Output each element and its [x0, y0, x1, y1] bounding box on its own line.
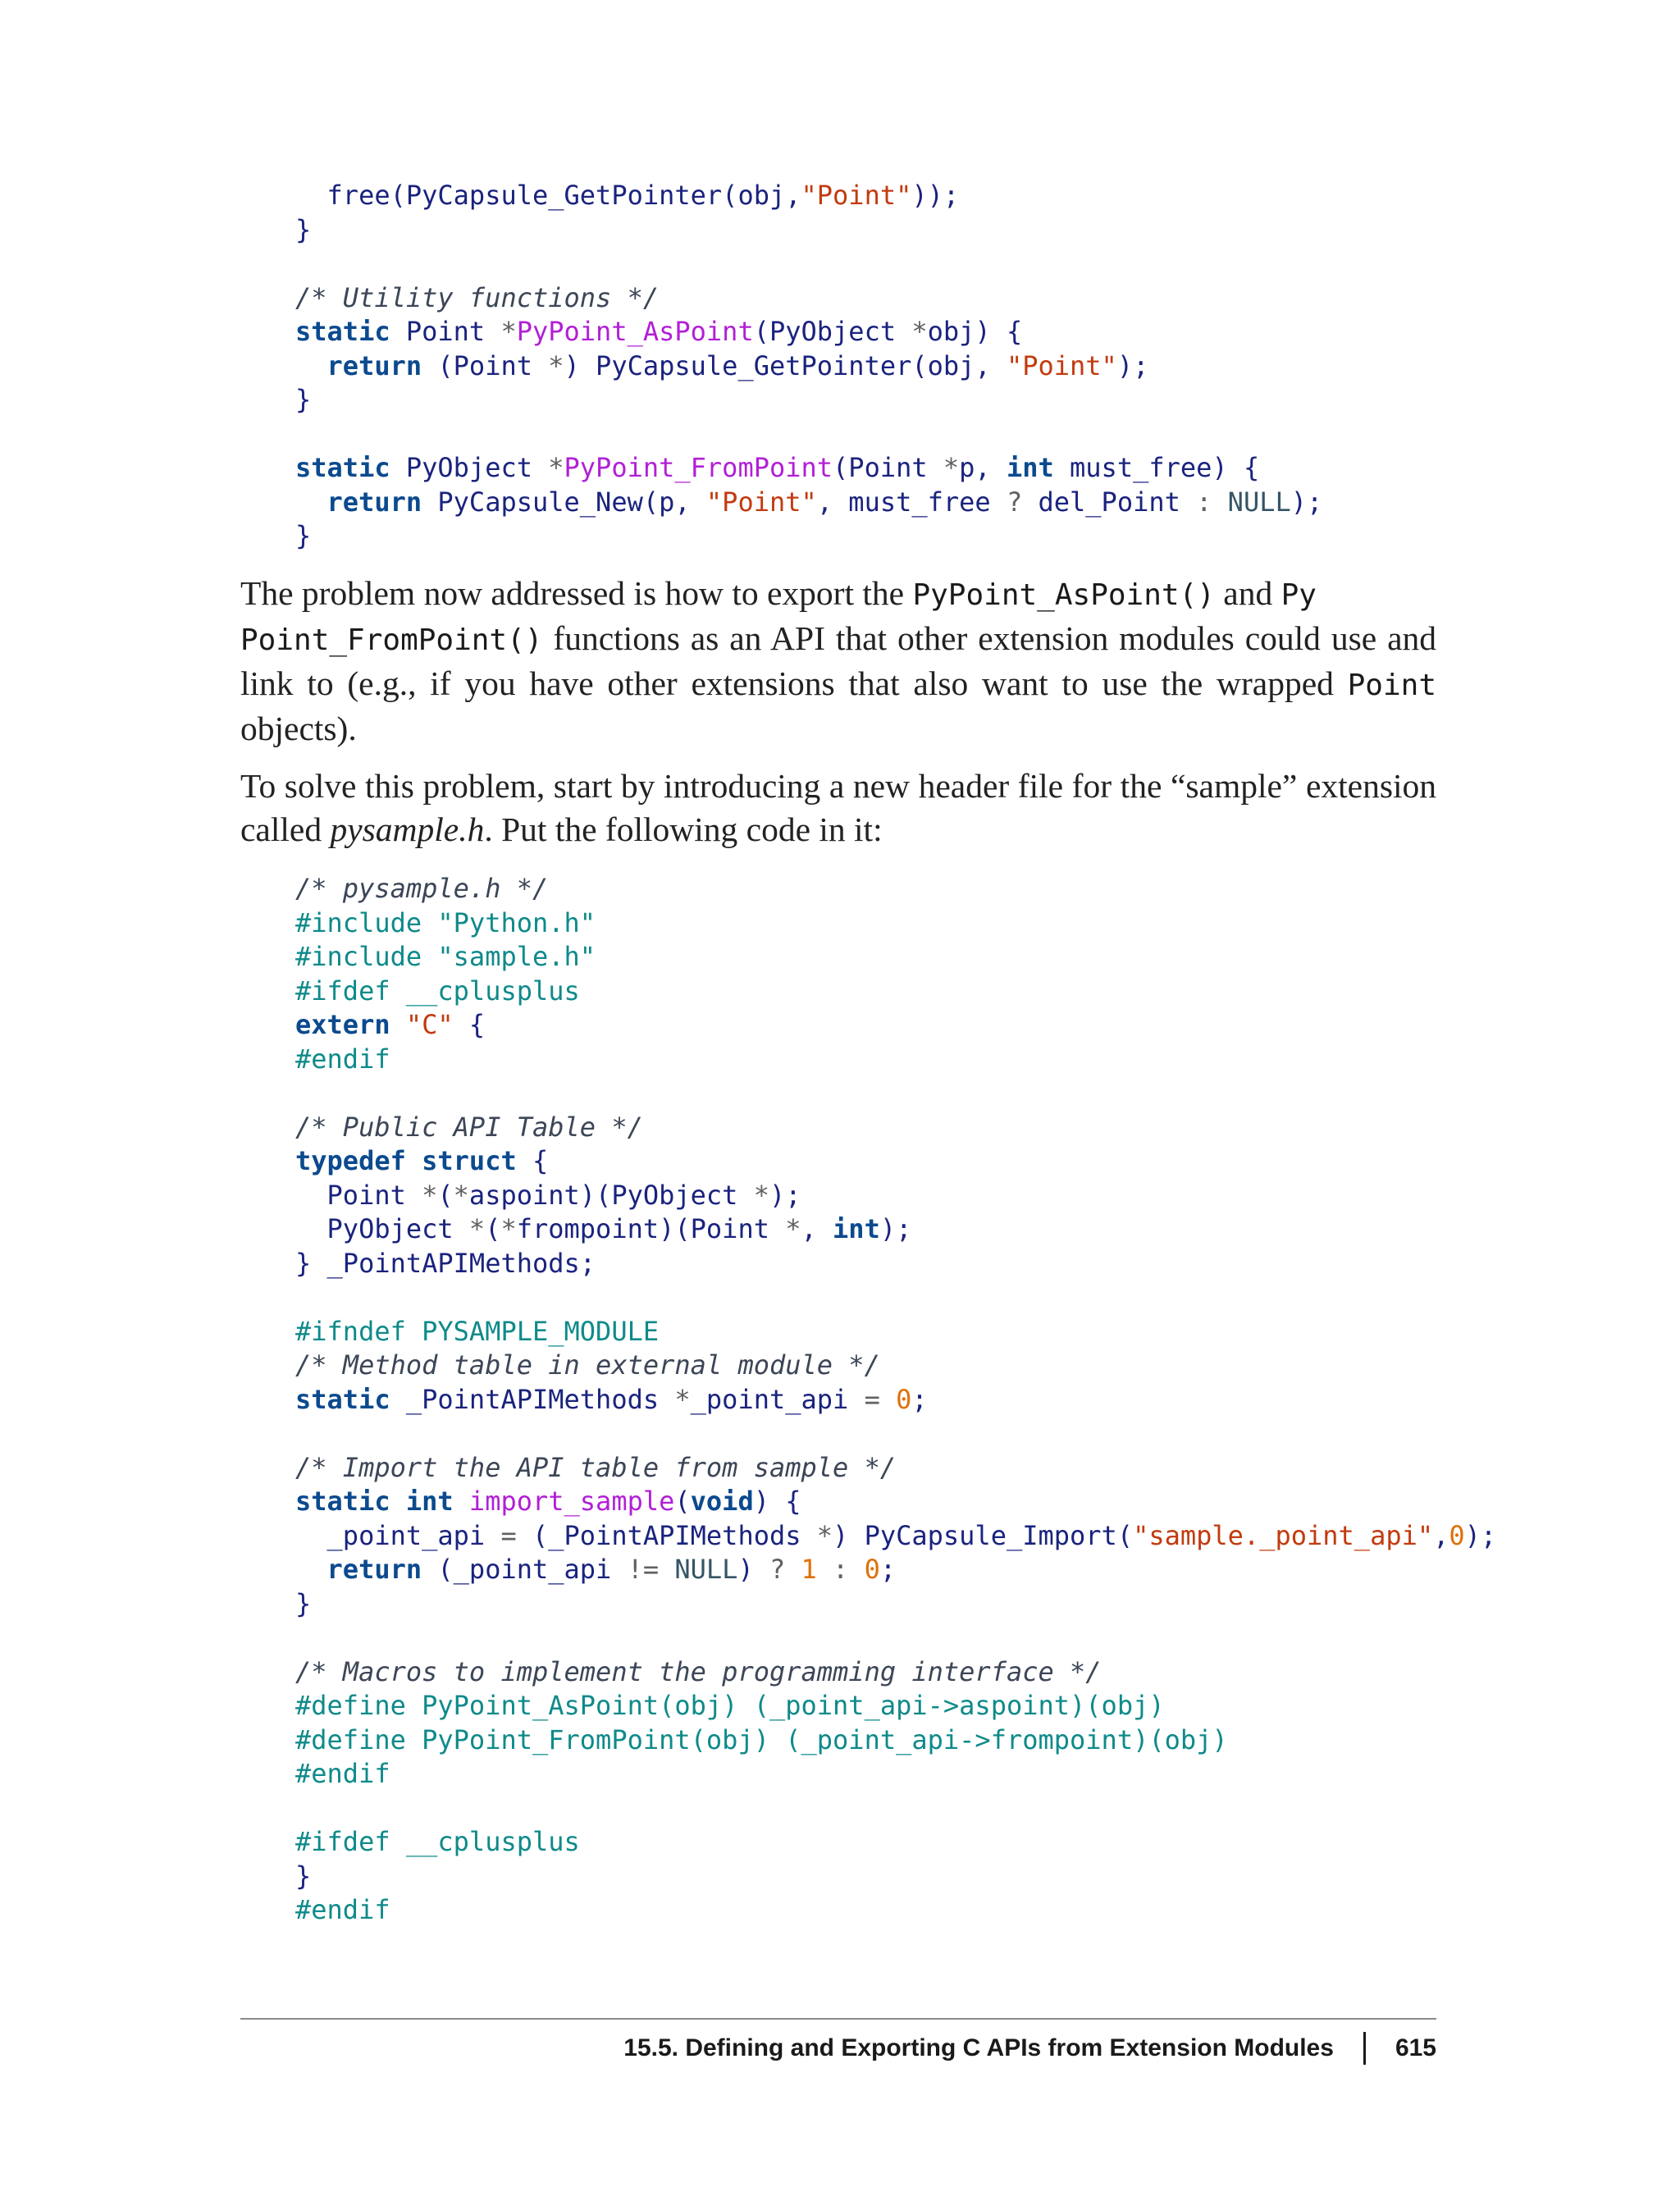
paragraph-export-problem: [240, 572, 1436, 751]
code-line: }: [295, 384, 312, 415]
code-line: }: [295, 1860, 312, 1892]
code-line: #include "Python.h": [295, 906, 596, 938]
code-listing-top: [295, 179, 1322, 554]
code-line: } _PointAPIMethods;: [295, 1247, 596, 1279]
code-line: free(PyCapsule_GetPointer(obj,"Point"));: [295, 180, 960, 211]
code-line: #ifndef PYSAMPLE_MODULE: [295, 1315, 660, 1347]
code-line: /* Method table in external module */: [295, 1349, 880, 1381]
footer-section-title: 15.5. Defining and Exporting C APIs from Extension Modules: [623, 2034, 1334, 2061]
text-run: functions as an API that other extension modules could use and link to (e.g., if you have other extensions that also want to use the wrapped: [240, 619, 1436, 702]
code-line: return (_point_api != NULL) ? 1 : 0;: [326, 1554, 897, 1585]
page-number: 615: [1395, 2034, 1436, 2061]
code-line: #define PyPoint_AsPoint(obj) (_point_api->aspoint)(obj): [295, 1690, 1165, 1721]
code-line: /* pysample.h */: [295, 873, 549, 904]
filename-emphasis: pysample.h: [330, 810, 485, 848]
code-line: PyObject *(*frompoint)(Point *, int);: [295, 1213, 912, 1244]
code-line: /* Import the API table from sample */: [295, 1451, 897, 1483]
code-line: _point_api = (_PointAPIMethods *) PyCapsule_Import("sample._point_api",0);: [295, 1519, 1497, 1551]
code-line: #endif: [295, 1758, 390, 1789]
code-line: /* Utility functions */: [295, 281, 660, 313]
code-line: return PyCapsule_New(p, "Point", must_free ? del_Point : NULL);: [326, 486, 1323, 518]
code-line: #ifdef __cplusplus: [295, 1826, 580, 1857]
code-line: static PyObject *PyPoint_FromPoint(Point *p, int must_free) {: [295, 452, 1260, 483]
footer-separator: [1363, 2032, 1366, 2065]
paragraph-header-intro: [240, 765, 1436, 851]
text-run: The problem now addressed is how to export the: [240, 574, 913, 612]
text-run: . Put the following code in it:: [484, 810, 883, 848]
code-line: #endif: [295, 1043, 390, 1075]
code-line: #define PyPoint_FromPoint(obj) (_point_api->frompoint)(obj): [295, 1723, 1228, 1755]
code-line: extern "C" {: [295, 1009, 486, 1040]
code-line: }: [295, 213, 312, 245]
text-run: objects).: [240, 710, 357, 747]
code-line: }: [295, 520, 312, 551]
code-line: #ifdef __cplusplus: [295, 975, 580, 1007]
code-line: static int import_sample(void) {: [295, 1486, 801, 1517]
code-listing-pysample-h: [295, 872, 1496, 1928]
text-run: To solve this problem, start by introducing a new header file for the “sample” extension called: [240, 767, 1436, 848]
code-line: Point *(*aspoint)(PyObject *);: [295, 1179, 801, 1211]
code-line: return (Point *) PyCapsule_GetPointer(obj, "Point");: [326, 349, 1149, 381]
code-line: typedef struct {: [295, 1145, 549, 1176]
inline-code: Point_FromPoint(): [240, 623, 543, 657]
inline-code: PyPoint_AsPoint(): [912, 578, 1215, 612]
code-line: #include "sample.h": [295, 941, 596, 972]
code-line: /* Public API Table */: [295, 1111, 643, 1143]
code-line: static _PointAPIMethods *_point_api = 0;: [295, 1383, 928, 1415]
inline-code: Py: [1281, 578, 1317, 612]
footer-rule: [240, 2018, 1436, 2020]
code-line: /* Macros to implement the programming interface */: [295, 1655, 1102, 1687]
code-line: static Point *PyPoint_AsPoint(PyObject *obj) {: [295, 316, 1023, 347]
text-run: and: [1214, 574, 1281, 612]
page-footer: [623, 2032, 1436, 2065]
code-line: #endif: [295, 1894, 390, 1925]
inline-code: Point: [1347, 669, 1436, 702]
code-line: }: [295, 1587, 312, 1619]
